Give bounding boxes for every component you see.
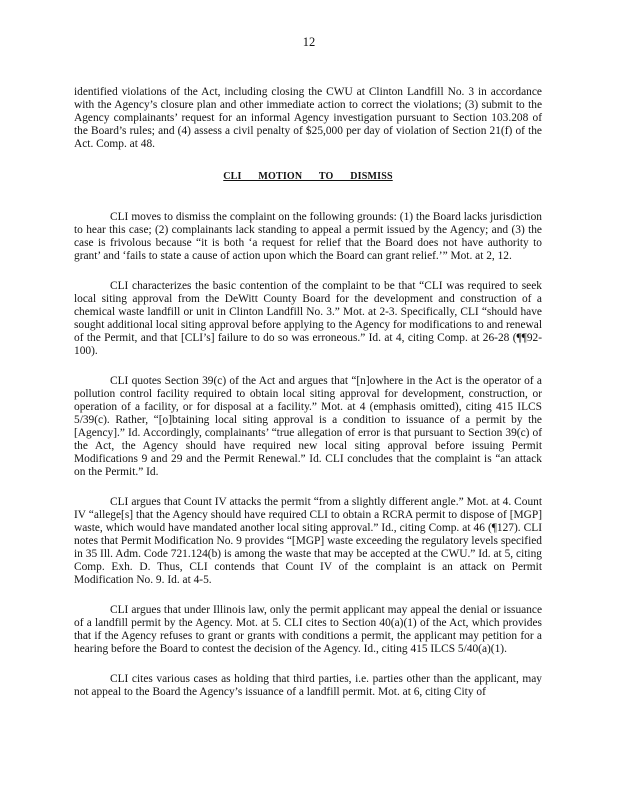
paragraph-third-parties: CLI cites various cases as holding that third parties, i.e. parties other than the applicant, may not appeal to the Board the Agency’s issuance of a landfill permit. Mot. at 6, citing City of	[74, 673, 542, 698]
paragraph-motion-grounds: CLI moves to dismiss the complaint on the following grounds: (1) the Board lacks jurisdiction to hear this case; (2) complainants lack standing to appeal a permit issued by the Agency; and (3) the case is frivolous because “it is both ‘a request for relief that the Board does not have authority to grant’ and ‘fails to state a cause of action upon which the Board can grant relief.’” Mot. at 2, 12.	[74, 211, 542, 262]
paragraph-applicant-appeal: CLI argues that under Illinois law, only the permit applicant may appeal the denial or issuance of a landfill permit by the Agency. Mot. at 5. CLI cites to Section 40(a)(1) of the Act, which provides that if the Agency refuses to grant or grants with conditions a permit, the applicant may petition for a hearing before the Board to contest the decision of the Agency. Id., citing 415 ILCS 5/40(a)(1).	[74, 604, 542, 655]
page-number: 12	[302, 35, 316, 49]
paragraph-basic-contention: CLI characterizes the basic contention of the complaint to be that “CLI was required to seek local siting approval from the DeWitt County Board for the development and construction of a chemical waste landfill or unit in Clinton Landfill No. 3.” Mot. at 2-3. Specifically, CLI “should have sought additional local siting approval before applying to the Agency for modifications to and renewal of the Permit, and that [CLI’s] failure to do so was erroneous.” Id. at 4, citing Comp. at 26-28 (¶¶92-100).	[74, 280, 542, 357]
paragraph-relief-requested: identified violations of the Act, including closing the CWU at Clinton Landfill No. 3 in accordance with the Agency’s closure plan and other immediate action to correct the violations; (3) submit to the Agency complainants’ request for an informal Agency investigation pursuant to Section 103.208 of the Board’s rules; and (4) assess a civil penalty of $25,000 per day of violation of Section 21(f) of the Act. Comp. at 48.	[74, 86, 542, 150]
paragraph-count-iv: CLI argues that Count IV attacks the permit “from a slightly different angle.” Mot. at 4. Count IV “allege[s] that the Agency should have required CLI to obtain a RCRA permit to dispose of [MGP] waste, which would have mandated another local siting approval.” Id., citing Comp. at 46 (¶127). CLI notes that Permit Modification No. 9 provides “[MGP] waste exceeding the regulatory levels specified in 35 Ill. Adm. Code 721.124(b) is among the waste that may be accepted at the CWU.” Id. at 5, citing Comp. Exh. D. Thus, CLI contends that Count IV of the complaint is an attack on Permit Modification No. 9. Id. at 4-5.	[74, 496, 542, 586]
paragraph-section-39c: CLI quotes Section 39(c) of the Act and argues that “[n]owhere in the Act is the operator of a pollution control facility required to obtain local siting approval for development, construction, or operation of a facility, or for disposal at a facility.” Mot. at 4 (emphasis omitted), citing 415 ILCS 5/39(c). Rather, “[o]btaining local siting approval is a condition to issuance of a permit by the [Agency].” Id. Accordingly, complainants’ “true allegation of error is that pursuant to Section 39(c) of the Act, the Agency should have required new local siting approval before issuing Permit Modifications 9 and 29 and the Permit Renewal.” Id. CLI concludes that the complaint is “an attack on the Permit.” Id.	[74, 375, 542, 478]
document-body	[74, 86, 542, 699]
section-heading: CLI MOTION TO DISMISS	[223, 171, 393, 182]
